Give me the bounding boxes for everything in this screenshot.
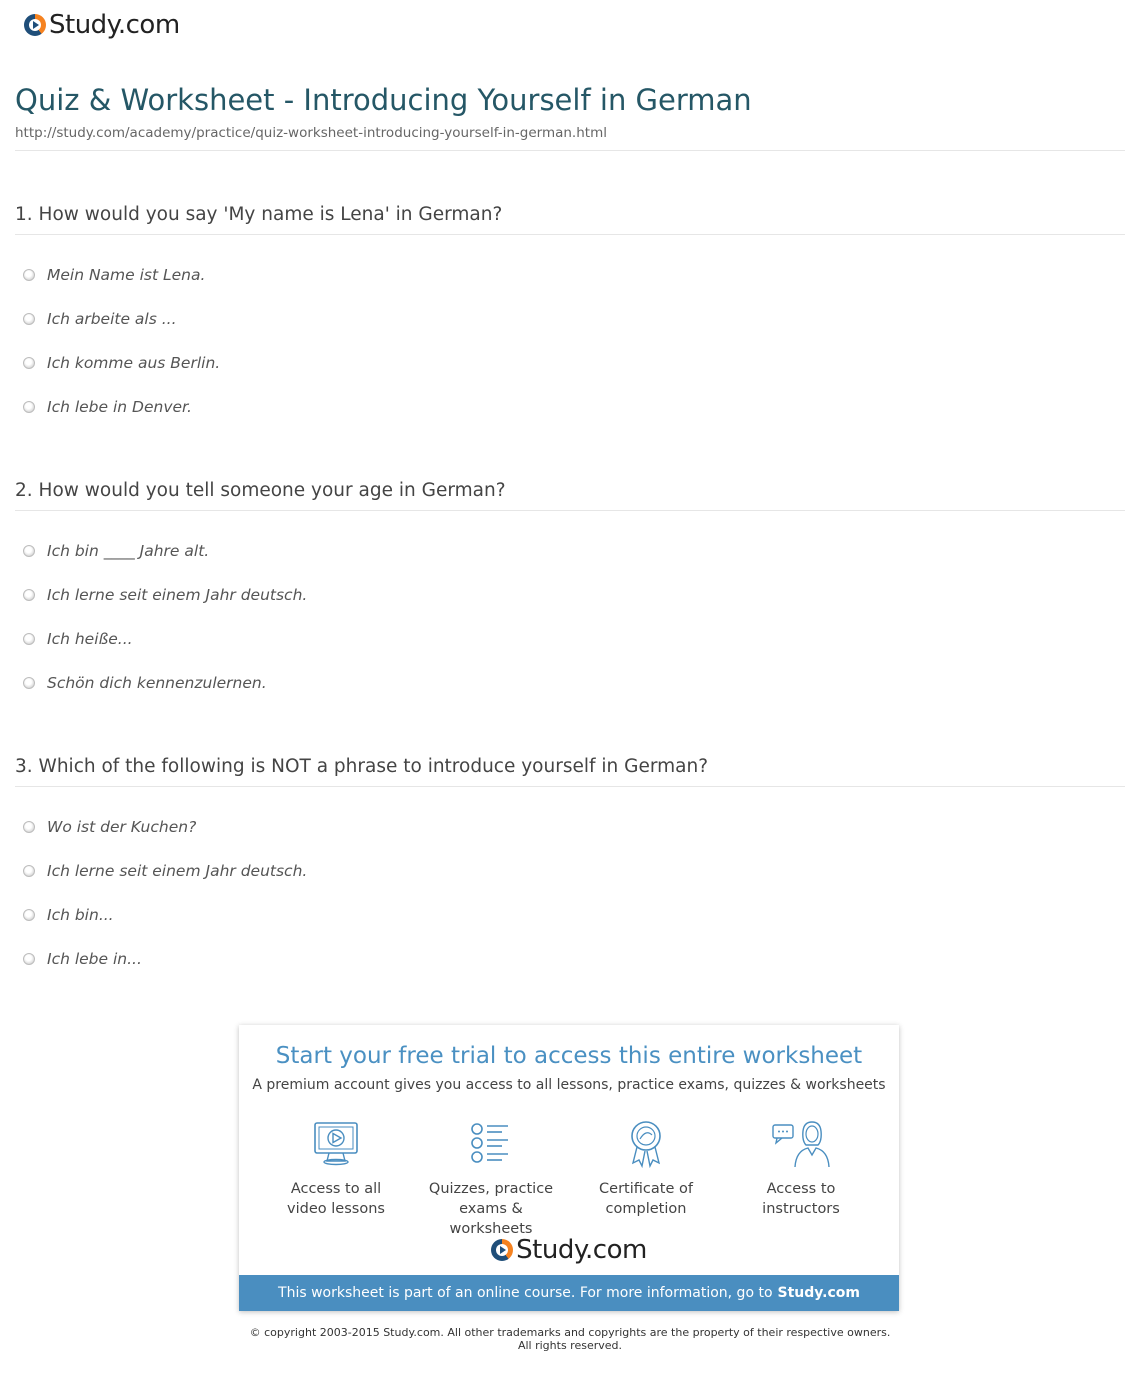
answer-option[interactable]: Ich bin ____ Jahre alt. (23, 540, 209, 562)
radio-button[interactable] (23, 865, 35, 877)
logo-play-icon (491, 1239, 513, 1261)
course-info-text: This worksheet is part of an online course. For more information, go to (278, 1285, 773, 1301)
course-info-bar (239, 1275, 899, 1311)
promo-logo[interactable] (239, 1235, 899, 1265)
radio-button[interactable] (23, 589, 35, 601)
feature-label-line: completion (605, 1201, 687, 1217)
answer-option[interactable]: Ich lebe in... (23, 948, 142, 970)
answer-option[interactable]: Ich bin... (23, 904, 114, 926)
feature-label-line: video lessons (287, 1201, 385, 1217)
copyright-footer (0, 1326, 1140, 1352)
promo-logo-text: Study.com (516, 1235, 647, 1265)
study-link[interactable]: Study.com (777, 1285, 860, 1301)
answer-option[interactable]: Ich lerne seit einem Jahr deutsch. (23, 860, 307, 882)
feature-label-line: Certificate of (599, 1181, 693, 1197)
feature-label-line: Quizzes, practice (428, 1181, 554, 1197)
copyright-text: © copyright 2003-2015 Study.com. All other trademarks and copyrights are the property of their respective owners. (249, 1326, 891, 1339)
question-1: 1. How would you say 'My name is Lena' in German? (15, 204, 503, 225)
free-trial-promo (239, 1025, 899, 1311)
radio-button[interactable] (23, 313, 35, 325)
radio-button[interactable] (23, 545, 35, 557)
radio-button[interactable] (23, 953, 35, 965)
promo-subtitle: A premium account gives you access to all lessons, practice exams, quizzes & worksheets (252, 1077, 886, 1093)
instructor-icon (771, 1119, 831, 1169)
page-title: Quiz & Worksheet - Introducing Yourself in German (15, 83, 752, 117)
feature-label-line: exams & worksheets (449, 1201, 533, 1237)
feature-certificate (571, 1119, 721, 1219)
radio-button[interactable] (23, 269, 35, 281)
promo-title[interactable]: Start your free trial to access this entire worksheet (275, 1043, 863, 1069)
answer-option[interactable]: Ich heiße... (23, 628, 133, 650)
divider (15, 786, 1125, 787)
certificate-icon (621, 1119, 671, 1169)
feature-quizzes (416, 1119, 566, 1239)
video-lesson-icon (311, 1119, 361, 1169)
answer-option[interactable]: Ich lebe in Denver. (23, 396, 192, 418)
feature-label-line: Access to (766, 1181, 836, 1197)
answer-option[interactable]: Ich lerne seit einem Jahr deutsch. (23, 584, 307, 606)
question-3: 3. Which of the following is NOT a phrase to introduce yourself in German? (15, 756, 709, 777)
answer-option[interactable]: Mein Name ist Lena. (23, 264, 205, 286)
radio-button[interactable] (23, 401, 35, 413)
radio-button[interactable] (23, 677, 35, 689)
radio-button[interactable] (23, 357, 35, 369)
feature-label-line: Access to all (290, 1181, 382, 1197)
rights-text: All rights reserved. (517, 1339, 623, 1352)
answer-option[interactable]: Ich komme aus Berlin. (23, 352, 220, 374)
answer-option[interactable]: Wo ist der Kuchen? (23, 816, 196, 838)
radio-button[interactable] (23, 909, 35, 921)
radio-button[interactable] (23, 821, 35, 833)
logo-play-icon (24, 14, 46, 36)
question-2: 2. How would you tell someone your age in German? (15, 480, 506, 501)
quiz-list-icon (466, 1119, 516, 1169)
page-url: http://study.com/academy/practice/quiz-worksheet-introducing-yourself-in-german.html (15, 125, 607, 141)
divider (15, 510, 1125, 511)
answer-option[interactable]: Ich arbeite als ... (23, 308, 177, 330)
feature-instructors (726, 1119, 876, 1219)
logo-text: Study.com (49, 10, 180, 40)
feature-video-lessons (261, 1119, 411, 1219)
feature-label-line: instructors (762, 1201, 840, 1217)
site-logo[interactable] (24, 10, 180, 40)
divider (15, 234, 1125, 235)
divider (15, 150, 1125, 151)
radio-button[interactable] (23, 633, 35, 645)
answer-option[interactable]: Schön dich kennenzulernen. (23, 672, 267, 694)
